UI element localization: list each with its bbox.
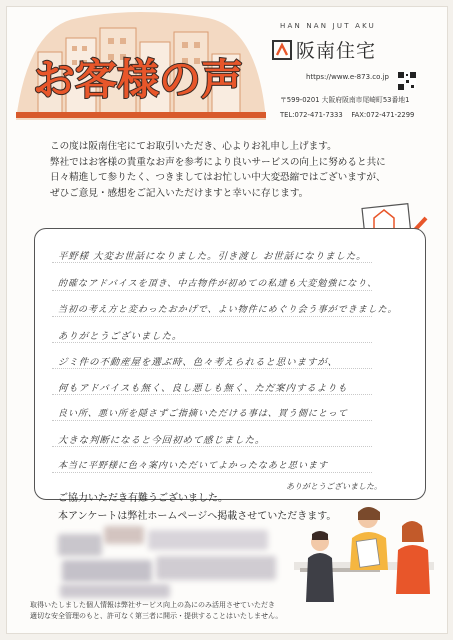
privacy-line: 適切な安全管理のもと、許可なく第三者に開示・提供することはいたしません。 xyxy=(30,612,283,620)
address: 〒599-0201 大阪府阪南市尾崎町53番地1 xyxy=(280,96,410,104)
fax: FAX:072-471-2299 xyxy=(351,111,415,119)
signature: ありがとうございました。 xyxy=(286,482,382,491)
ruled-line xyxy=(52,342,372,343)
intro-text xyxy=(50,139,430,201)
ruled-line xyxy=(52,394,372,395)
redacted-block xyxy=(156,556,276,580)
redacted-block xyxy=(148,530,268,550)
company-url[interactable]: https://www.e-873.co.jp xyxy=(306,73,389,81)
comment-line: 本当に平野様に色々案内いただいてよかったなあと思います xyxy=(57,461,329,471)
comment-line: ありがとうございました。 xyxy=(57,331,183,342)
comment-line: 何もアドバイスも無く、良し悪しも無く、ただ案内するよりも xyxy=(57,383,349,394)
ruled-line xyxy=(52,472,372,473)
contact-line xyxy=(280,108,414,123)
company-block xyxy=(272,36,442,63)
comment-line: ジミ件の不動産屋を選ぶ時、色々考えられると思いますが、 xyxy=(57,357,339,368)
privacy-line: 取得いたしました個人情報は弊社サービス向上の為にのみ活用させていただき xyxy=(30,601,275,609)
redacted-block xyxy=(104,526,144,544)
brand-name: 阪南住宅 xyxy=(296,40,377,62)
ruled-line xyxy=(52,420,372,421)
redacted-block xyxy=(58,534,102,556)
banner-title: お客様の声 xyxy=(32,55,244,104)
ruled-line xyxy=(52,316,372,317)
comment-line: 当初の考え方と変わったおかげで、よい物件にめぐり会う事ができました。 xyxy=(57,305,398,315)
company-logo-icon xyxy=(272,40,292,60)
tel: TEL:072-471-7333 xyxy=(280,111,343,119)
intro-line: 日々精進して参りたく、つきましてはお忙しい中大変恐縮ではございますが、 xyxy=(50,172,386,183)
redacted-block xyxy=(60,584,170,598)
intro-line: 弊社ではお客様の貴重なお声を参考により良いサービスの向上に努めると共に xyxy=(50,156,386,168)
ruled-line xyxy=(52,446,372,447)
company-address-block xyxy=(280,93,414,123)
intro-line: ぜひご意見・感想をご記入いただけますと幸いに存じます。 xyxy=(50,187,309,199)
qr-code-icon xyxy=(398,72,416,90)
ruled-line xyxy=(52,368,372,369)
comment-line: 大きな判断になると今回初めて感じました。 xyxy=(57,435,266,446)
intro-line: この度は阪南住宅にてお取引いただき、心よりお礼申し上げます。 xyxy=(50,141,337,152)
privacy-notice xyxy=(30,600,282,622)
ruled-line xyxy=(52,290,372,291)
title-banner xyxy=(8,8,270,126)
comment-line: 的確なアドバイスを頂き、中古物件が初めての私達も大変勉強になり、 xyxy=(57,279,378,289)
comment-line: 平野様 大変お世話になりました。引き渡し お世話になりました。 xyxy=(57,251,368,262)
staff-customers-illustration xyxy=(294,498,434,604)
brand-kana: HAN NAN JUT AKU xyxy=(280,22,377,30)
ruled-line xyxy=(52,262,372,263)
closing-line: 本アンケートは弊社ホームページへ掲載させていただきます。 xyxy=(58,511,337,522)
closing-line: ご協力いただき有難うございました。 xyxy=(58,493,228,504)
comment-line: 良い所、悪い所を隠さずご指摘いただける事は、買う側にとって xyxy=(57,409,349,419)
redacted-block xyxy=(62,560,152,582)
